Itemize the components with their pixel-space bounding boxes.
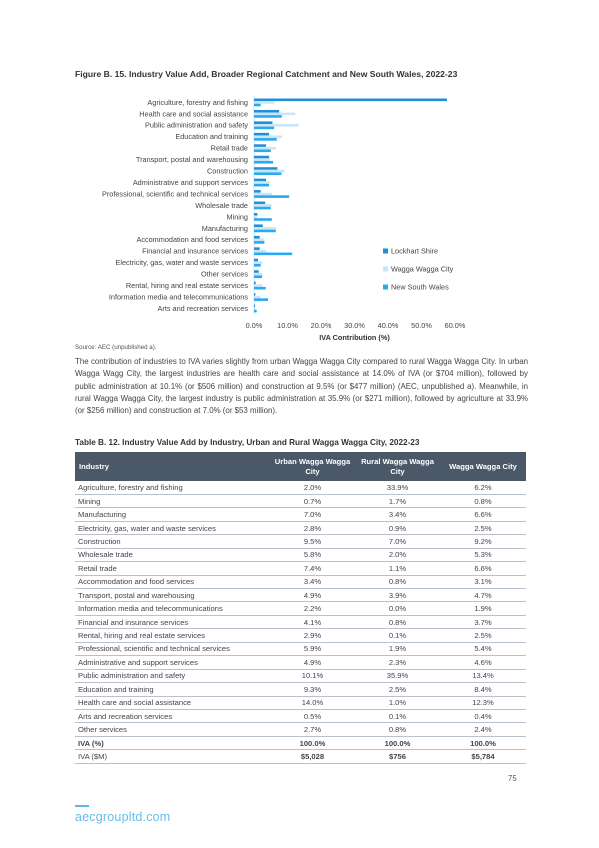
cell-value: 4.9% bbox=[270, 656, 355, 669]
bar-wagga-wagga-city bbox=[254, 193, 272, 196]
table-header-row bbox=[75, 452, 526, 481]
bar-lockhart-shire bbox=[254, 236, 260, 239]
bar-lockhart-shire bbox=[254, 247, 260, 250]
header-wagga: Wagga Wagga City bbox=[440, 452, 526, 481]
table-row bbox=[75, 508, 526, 521]
cell-value: 0.1% bbox=[355, 629, 440, 642]
bar-new-south-wales bbox=[254, 275, 262, 278]
cell-value: 0.4% bbox=[440, 709, 526, 722]
table-row bbox=[75, 535, 526, 548]
bar-new-south-wales bbox=[254, 184, 269, 187]
source-note: Source: AEC (unpublished a). bbox=[75, 344, 157, 351]
cell-value: 10.1% bbox=[270, 669, 355, 682]
cell-value: 4.6% bbox=[440, 656, 526, 669]
cell-value: 6.6% bbox=[440, 508, 526, 521]
category-label: Professional, scientific and technical services bbox=[101, 189, 248, 199]
cell-industry: Manufacturing bbox=[75, 508, 270, 521]
cell-industry: Construction bbox=[75, 535, 270, 548]
cell-value: 2.9% bbox=[270, 629, 355, 642]
cell-value: $5,784 bbox=[440, 750, 526, 763]
header-industry: Industry bbox=[75, 452, 270, 481]
bar-new-south-wales bbox=[254, 298, 268, 301]
x-tick-label: 20.0% bbox=[310, 321, 332, 330]
category-label: Other services bbox=[200, 269, 248, 279]
cell-value: 0.8% bbox=[355, 723, 440, 736]
figure-title: Figure B. 15. Industry Value Add, Broader Regional Catchment and New South Wales, 2022-23 bbox=[75, 69, 458, 79]
cell-value: 2.4% bbox=[440, 723, 526, 736]
table-row bbox=[75, 548, 526, 561]
cell-industry: Other services bbox=[75, 723, 270, 736]
table-row bbox=[75, 656, 526, 669]
table-title: Table B. 12. Industry Value Add by Industry, Urban and Rural Wagga Wagga City, 2022-23 bbox=[75, 438, 420, 447]
table-row bbox=[75, 521, 526, 534]
cell-value: 14.0% bbox=[270, 696, 355, 709]
category-label: Retail trade bbox=[210, 143, 248, 153]
cell-value: 13.4% bbox=[440, 669, 526, 682]
bar-new-south-wales bbox=[254, 287, 266, 290]
cell-value: 100.0% bbox=[440, 736, 526, 749]
bar-new-south-wales bbox=[254, 195, 289, 198]
bar-lockhart-shire bbox=[254, 133, 269, 136]
bar-lockhart-shire bbox=[254, 213, 257, 216]
footer-accent-line bbox=[75, 805, 89, 807]
header-rural: Rural Wagga Wagga City bbox=[355, 452, 440, 481]
bar-wagga-wagga-city bbox=[254, 158, 270, 161]
bar-lockhart-shire bbox=[254, 99, 447, 102]
cell-value: 3.7% bbox=[440, 615, 526, 628]
cell-industry: Arts and recreation services bbox=[75, 709, 270, 722]
bar-lockhart-shire bbox=[254, 121, 272, 124]
cell-value: 2.5% bbox=[440, 521, 526, 534]
cell-industry: Education and training bbox=[75, 683, 270, 696]
bar-new-south-wales bbox=[254, 104, 261, 107]
cell-value: 1.9% bbox=[440, 602, 526, 615]
bar-wagga-wagga-city bbox=[254, 239, 264, 242]
cell-value: 2.0% bbox=[270, 481, 355, 494]
cell-value: 2.0% bbox=[355, 548, 440, 561]
table-total-row bbox=[75, 736, 526, 749]
bar-wagga-wagga-city bbox=[254, 227, 276, 230]
cell-industry: Retail trade bbox=[75, 562, 270, 575]
category-label: Agriculture, forestry and fishing bbox=[147, 97, 248, 107]
bar-wagga-wagga-city bbox=[254, 113, 295, 116]
category-label: Transport, postal and warehousing bbox=[135, 155, 248, 165]
x-tick-label: 0.0% bbox=[245, 321, 263, 330]
cell-value: 4.7% bbox=[440, 589, 526, 602]
page-number: 75 bbox=[508, 774, 517, 783]
category-label: Arts and recreation services bbox=[157, 303, 248, 313]
bar-new-south-wales bbox=[254, 264, 261, 267]
cell-industry: Public administration and safety bbox=[75, 669, 270, 682]
x-tick-label: 30.0% bbox=[344, 321, 365, 330]
cell-industry: Administrative and support services bbox=[75, 656, 270, 669]
cell-value: 7.4% bbox=[270, 562, 355, 575]
category-label: Information media and telecommunications bbox=[108, 292, 248, 302]
table-row bbox=[75, 629, 526, 642]
bar-wagga-wagga-city bbox=[254, 284, 262, 287]
bar-new-south-wales bbox=[254, 138, 277, 141]
cell-value: 100.0% bbox=[270, 736, 355, 749]
bar-new-south-wales bbox=[254, 218, 272, 221]
category-label: Administrative and support services bbox=[132, 177, 248, 187]
bar-wagga-wagga-city bbox=[254, 124, 299, 127]
bar-lockhart-shire bbox=[254, 110, 279, 113]
bar-new-south-wales bbox=[254, 310, 257, 313]
cell-value: 2.7% bbox=[270, 723, 355, 736]
bar-lockhart-shire bbox=[254, 190, 261, 193]
cell-value: 9.5% bbox=[270, 535, 355, 548]
cell-value: $756 bbox=[355, 750, 440, 763]
cell-value: 1.9% bbox=[355, 642, 440, 655]
cell-value: 3.1% bbox=[440, 575, 526, 588]
header-urban: Urban Wagga Wagga City bbox=[270, 452, 355, 481]
table-row bbox=[75, 642, 526, 655]
bar-lockhart-shire bbox=[254, 259, 258, 262]
bar-wagga-wagga-city bbox=[254, 135, 282, 138]
legend-label: New South Wales bbox=[391, 282, 449, 292]
bar-lockhart-shire bbox=[254, 167, 277, 170]
company-logo-text[interactable]: aecgroupltd.com bbox=[75, 810, 171, 824]
category-label: Education and training bbox=[175, 132, 248, 142]
cell-value: 0.8% bbox=[355, 575, 440, 588]
cell-value: 4.9% bbox=[270, 589, 355, 602]
legend-label: Lockhart Shire bbox=[391, 246, 439, 256]
bar-wagga-wagga-city bbox=[254, 204, 272, 207]
cell-value: 2.5% bbox=[440, 629, 526, 642]
bar-new-south-wales bbox=[254, 253, 292, 256]
cell-value: 2.5% bbox=[355, 683, 440, 696]
legend-swatch bbox=[383, 249, 388, 254]
cell-value: 2.3% bbox=[355, 656, 440, 669]
bar-new-south-wales bbox=[254, 172, 281, 175]
cell-industry: IVA ($M) bbox=[75, 750, 270, 763]
x-tick-label: 10.0% bbox=[277, 321, 298, 330]
bar-lockhart-shire bbox=[254, 202, 265, 205]
cell-industry: Professional, scientific and technical services bbox=[75, 642, 270, 655]
bar-wagga-wagga-city bbox=[254, 101, 275, 104]
cell-value: 3.9% bbox=[355, 589, 440, 602]
bar-lockhart-shire bbox=[254, 293, 255, 296]
iva-table bbox=[75, 452, 526, 764]
cell-value: 3.4% bbox=[355, 508, 440, 521]
cell-value: 1.1% bbox=[355, 562, 440, 575]
cell-value: 0.5% bbox=[270, 709, 355, 722]
table-row bbox=[75, 683, 526, 696]
category-label: Wholesale trade bbox=[195, 200, 248, 210]
cell-industry: Accommodation and food services bbox=[75, 575, 270, 588]
cell-value: 5.4% bbox=[440, 642, 526, 655]
cell-value: 100.0% bbox=[355, 736, 440, 749]
table-row bbox=[75, 589, 526, 602]
bar-new-south-wales bbox=[254, 207, 271, 210]
bar-wagga-wagga-city bbox=[254, 273, 262, 276]
bar-lockhart-shire bbox=[254, 144, 266, 147]
bar-wagga-wagga-city bbox=[254, 307, 255, 310]
category-label: Electricity, gas, water and waste services bbox=[115, 258, 248, 268]
cell-value: 12.3% bbox=[440, 696, 526, 709]
category-label: Construction bbox=[207, 166, 248, 176]
legend-swatch bbox=[383, 285, 388, 290]
cell-value: 6.2% bbox=[440, 481, 526, 494]
category-label: Manufacturing bbox=[201, 223, 248, 233]
cell-value: 5.3% bbox=[440, 548, 526, 561]
cell-value: 3.4% bbox=[270, 575, 355, 588]
table-row bbox=[75, 723, 526, 736]
cell-value: 0.8% bbox=[355, 615, 440, 628]
bar-new-south-wales bbox=[254, 127, 274, 130]
cell-value: 0.0% bbox=[355, 602, 440, 615]
cell-value: 0.1% bbox=[355, 709, 440, 722]
table-row bbox=[75, 615, 526, 628]
cell-value: 9.3% bbox=[270, 683, 355, 696]
table-row bbox=[75, 709, 526, 722]
body-paragraph: The contribution of industries to IVA varies slightly from urban Wagga Wagga City compared to rural Wagga Wagga City. In urban Wagga Wagg City, the largest industries are health care and social assistance at 14.0% of IVA (or $704 million), followed by public administration at 10.1% (or $506 million) and construction at 9.5% (or $477 million) (AEC, unpublished a). Meanwhile, in rural Wagga Wagga City, the largest industry is public administration at 35.9% (or $271 million), followed by agriculture at 33.9% (or $256 million) and construction at 7.0% (or $53 million). bbox=[75, 357, 528, 416]
cell-value: 5.8% bbox=[270, 548, 355, 561]
cell-value: 35.9% bbox=[355, 669, 440, 682]
bar-wagga-wagga-city bbox=[254, 250, 266, 253]
cell-value: $5,028 bbox=[270, 750, 355, 763]
x-axis-title: IVA Contribution (%) bbox=[319, 333, 390, 342]
table-row bbox=[75, 669, 526, 682]
cell-industry: IVA (%) bbox=[75, 736, 270, 749]
table-row bbox=[75, 494, 526, 507]
table-row bbox=[75, 602, 526, 615]
cell-value: 0.7% bbox=[270, 494, 355, 507]
cell-value: 1.0% bbox=[355, 696, 440, 709]
category-label: Health care and social assistance bbox=[139, 109, 248, 119]
cell-industry: Wholesale trade bbox=[75, 548, 270, 561]
cell-value: 8.4% bbox=[440, 683, 526, 696]
table-total-row bbox=[75, 750, 526, 763]
cell-value: 7.0% bbox=[355, 535, 440, 548]
bar-new-south-wales bbox=[254, 230, 276, 233]
cell-value: 0.8% bbox=[440, 494, 526, 507]
bar-lockhart-shire bbox=[254, 305, 255, 308]
category-label: Accommodation and food services bbox=[136, 235, 248, 245]
cell-value: 33.9% bbox=[355, 481, 440, 494]
bar-new-south-wales bbox=[254, 241, 264, 244]
bar-wagga-wagga-city bbox=[254, 181, 269, 184]
cell-value: 0.9% bbox=[355, 521, 440, 534]
table-row bbox=[75, 562, 526, 575]
bar-wagga-wagga-city bbox=[254, 170, 285, 173]
cell-value: 4.1% bbox=[270, 615, 355, 628]
cell-value: 7.0% bbox=[270, 508, 355, 521]
bar-lockhart-shire bbox=[254, 156, 269, 159]
table-row bbox=[75, 575, 526, 588]
x-tick-label: 60.0% bbox=[444, 321, 466, 330]
cell-value: 2.8% bbox=[270, 521, 355, 534]
cell-industry: Information media and telecommunications bbox=[75, 602, 270, 615]
cell-value: 1.7% bbox=[355, 494, 440, 507]
category-label: Rental, hiring and real estate services bbox=[125, 281, 248, 290]
bar-new-south-wales bbox=[254, 161, 273, 164]
x-tick-label: 50.0% bbox=[411, 321, 432, 330]
cell-industry: Agriculture, forestry and fishing bbox=[75, 481, 270, 494]
bar-new-south-wales bbox=[254, 115, 282, 118]
cell-industry: Financial and insurance services bbox=[75, 615, 270, 628]
x-tick-label: 40.0% bbox=[377, 321, 399, 330]
legend-swatch bbox=[383, 267, 388, 272]
bar-wagga-wagga-city bbox=[254, 147, 276, 150]
cell-industry: Transport, postal and warehousing bbox=[75, 589, 270, 602]
category-label: Mining bbox=[226, 212, 248, 222]
cell-industry: Rental, hiring and real estate services bbox=[75, 629, 270, 642]
legend-label: Wagga Wagga City bbox=[391, 264, 454, 274]
cell-industry: Health care and social assistance bbox=[75, 696, 270, 709]
bar-lockhart-shire bbox=[254, 270, 259, 273]
bar-wagga-wagga-city bbox=[254, 296, 260, 299]
table-row bbox=[75, 481, 526, 494]
cell-value: 9.2% bbox=[440, 535, 526, 548]
table-row bbox=[75, 696, 526, 709]
table-body bbox=[75, 481, 526, 763]
cell-value: 6.6% bbox=[440, 562, 526, 575]
iva-bar-chart bbox=[0, 88, 599, 344]
category-label: Financial and insurance services bbox=[142, 246, 248, 256]
cell-value: 2.2% bbox=[270, 602, 355, 615]
cell-industry: Mining bbox=[75, 494, 270, 507]
cell-industry: Electricity, gas, water and waste services bbox=[75, 521, 270, 534]
bar-wagga-wagga-city bbox=[254, 216, 257, 219]
bar-lockhart-shire bbox=[254, 282, 256, 285]
cell-value: 5.9% bbox=[270, 642, 355, 655]
bar-new-south-wales bbox=[254, 150, 271, 153]
bar-lockhart-shire bbox=[254, 224, 263, 227]
category-label: Public administration and safety bbox=[144, 120, 248, 130]
bar-wagga-wagga-city bbox=[254, 261, 262, 264]
bar-lockhart-shire bbox=[254, 179, 266, 182]
